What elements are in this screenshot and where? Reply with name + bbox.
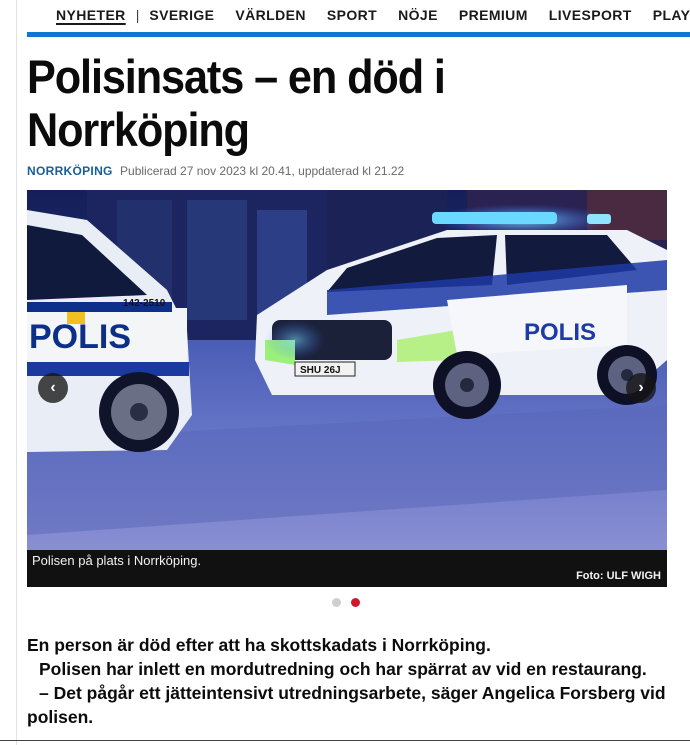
police-text-right: POLIS <box>524 319 597 346</box>
article-paragraph: – Det pågår ett jätteintensivt utredningsarbete, säger Angelica Forsberg vid polisen. <box>27 683 666 727</box>
nav-item-varlden[interactable]: VÄRLDEN <box>235 7 306 23</box>
nav-item-noje[interactable]: NÖJE <box>398 7 438 23</box>
police-cars-scene <box>27 190 667 550</box>
nav-separator: | <box>135 7 140 23</box>
car-number-left: 142-2510 <box>123 298 166 309</box>
page-left-border <box>16 0 17 745</box>
article-photo[interactable] <box>27 190 667 550</box>
photo-caption-bar <box>27 550 667 587</box>
article-headline: Polisinsats – en död i Norrköping <box>27 50 445 156</box>
chevron-right-icon: › <box>638 379 644 396</box>
gallery-pagination <box>332 598 360 607</box>
license-plate: SHU 26J <box>300 365 341 376</box>
nav-item-premium[interactable]: PREMIUM <box>458 7 528 23</box>
publish-timestamp: Publicerad 27 nov 2023 kl 20.41, uppdaterad kl 21.22 <box>120 164 405 178</box>
nav-item-sport[interactable]: SPORT <box>326 7 378 23</box>
article-meta <box>27 164 404 178</box>
article-paragraph: Polisen har inlett en mordutredning och har spärrat av vid en restaurang. <box>39 659 647 679</box>
chevron-left-icon: ‹ <box>50 379 56 396</box>
gallery-dot[interactable] <box>332 598 341 607</box>
article-lead: En person är död efter att ha skottskadats i Norrköping. <box>27 635 491 655</box>
police-text-left: POLIS <box>29 318 132 356</box>
nav-item-nyheter[interactable]: NYHETER <box>56 7 126 23</box>
section-link[interactable]: NORRKÖPING <box>27 164 113 178</box>
nav-item-sverige[interactable]: SVERIGE <box>149 7 215 23</box>
gallery-prev-button[interactable] <box>38 373 68 403</box>
photo-credit: Foto: ULF WIGH <box>576 570 661 582</box>
nav-item-livesport[interactable]: LIVESPORT <box>548 7 632 23</box>
page-bottom-border <box>0 740 690 741</box>
nav-item-play[interactable]: PLAY <box>652 7 690 23</box>
photo-caption: Polisen på plats i Norrköping. <box>32 553 202 568</box>
top-navigation <box>28 0 690 30</box>
nav-accent-bar <box>27 32 690 37</box>
gallery-dot-active[interactable] <box>351 598 360 607</box>
gallery-next-button[interactable] <box>626 373 656 403</box>
